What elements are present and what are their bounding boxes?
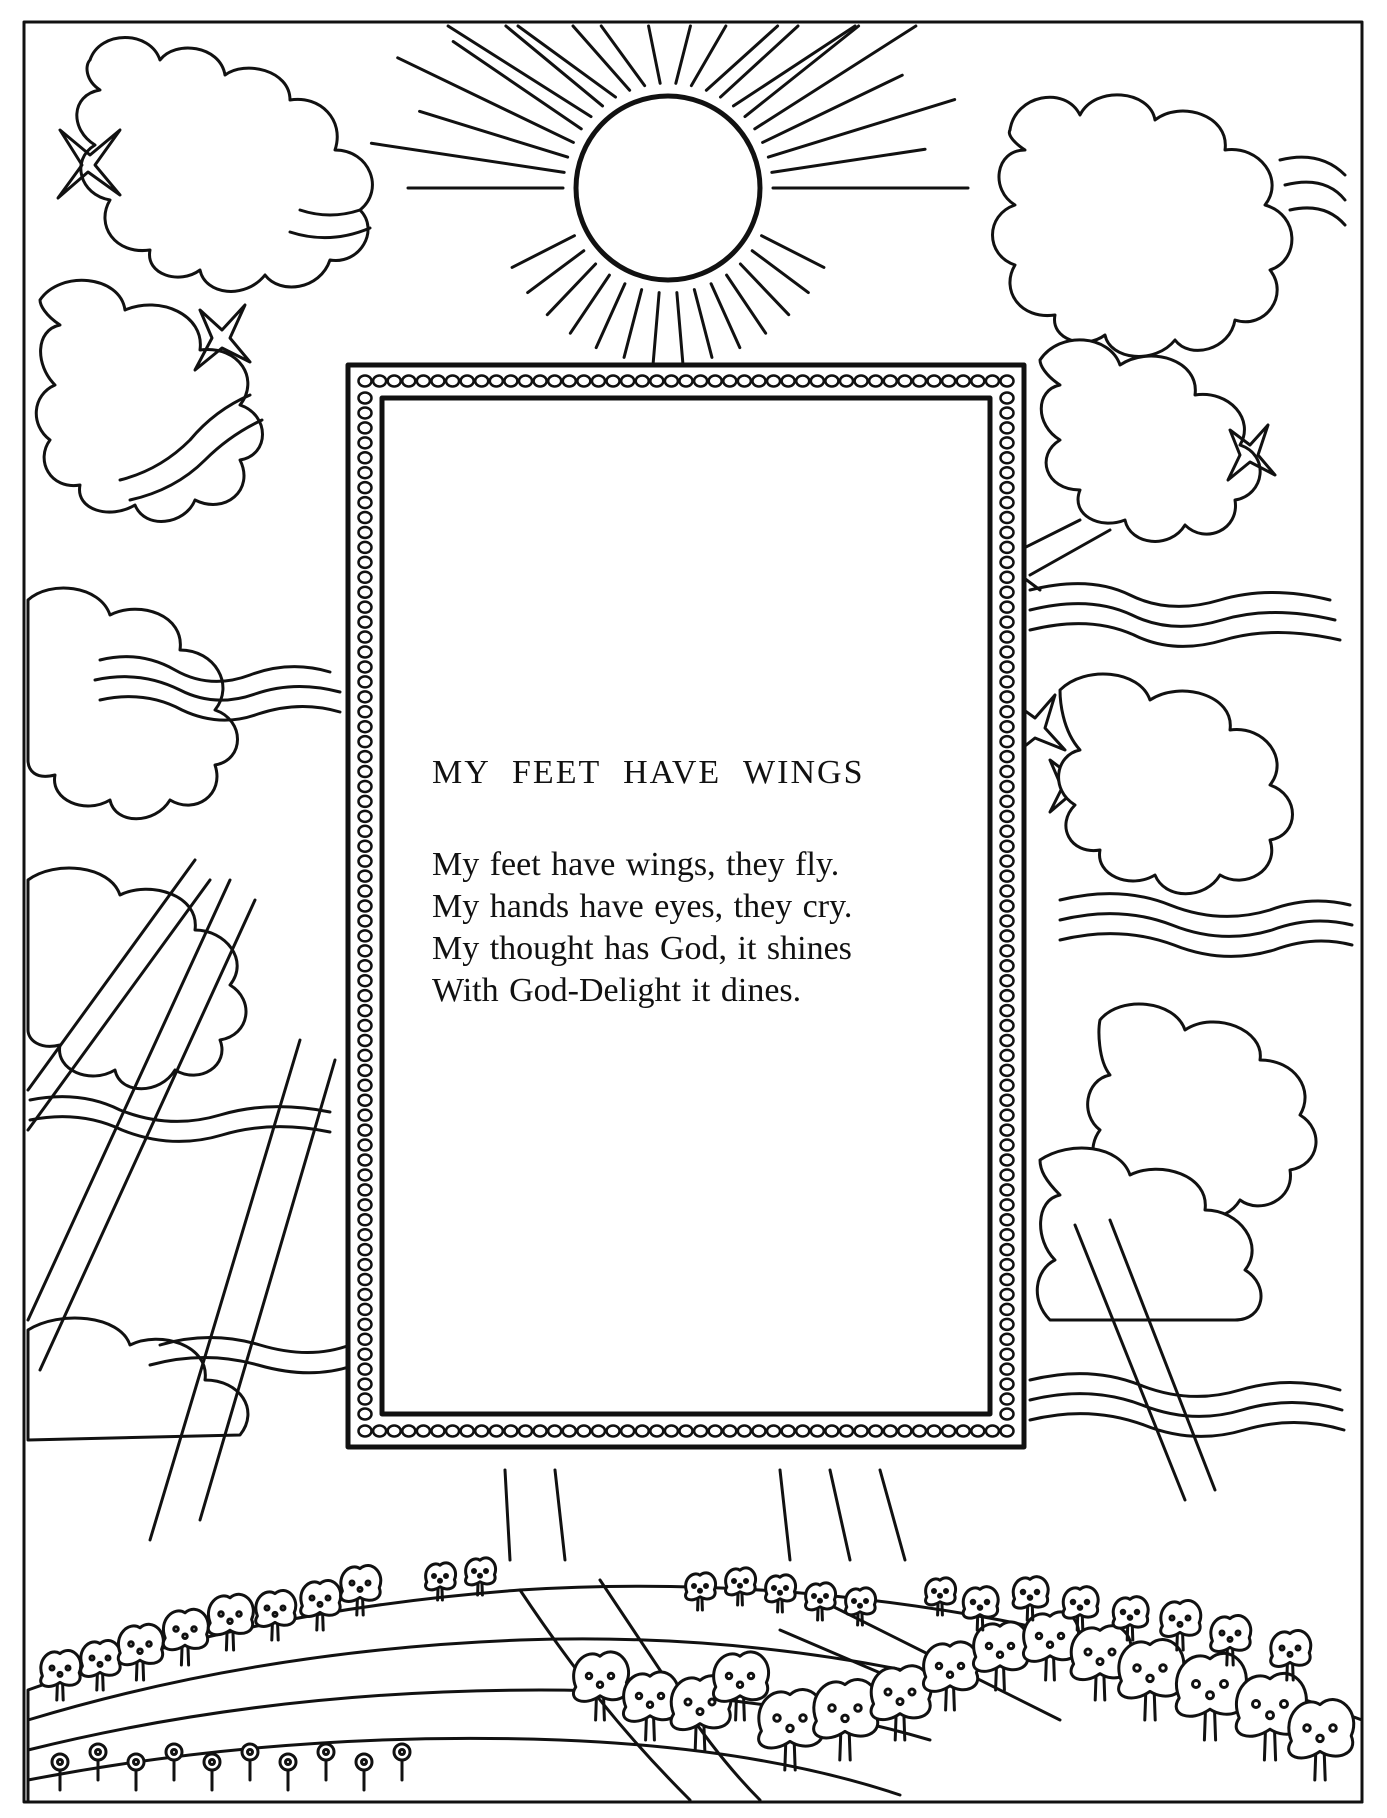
- sun: [576, 96, 760, 280]
- tree: [466, 1558, 496, 1595]
- sun-ray: [398, 58, 574, 143]
- poem-title: MY FEET HAVE WINGS: [432, 754, 865, 791]
- sun-ray: [512, 236, 574, 268]
- sun-ray: [733, 26, 855, 106]
- sun-ray: [711, 284, 740, 348]
- sun-ray: [772, 149, 925, 172]
- sun-ray: [676, 26, 691, 83]
- sun-ray: [518, 26, 616, 97]
- sun-ray: [768, 100, 954, 157]
- poem-panel: [368, 378, 1018, 1428]
- sun-ray: [706, 26, 777, 90]
- sun-ray: [762, 236, 824, 268]
- sun-ray: [448, 26, 591, 117]
- sun-ray: [694, 290, 712, 358]
- poem-line: My thought has God, it shines: [432, 930, 852, 967]
- sun-ray: [649, 26, 661, 83]
- sun-ray: [596, 284, 625, 348]
- tree: [1271, 1630, 1311, 1680]
- top-left-cloud: [77, 38, 373, 292]
- top-right-cloud: [993, 95, 1346, 357]
- sun-ray: [721, 26, 799, 97]
- sun-ray: [677, 293, 683, 363]
- poem-body: [432, 844, 852, 1012]
- sun-ray: [601, 26, 644, 86]
- poem-line: With God-Delight it dines.: [432, 972, 802, 1009]
- left-middle-clouds: [28, 588, 352, 1440]
- tree: [426, 1563, 456, 1600]
- sun-ray: [624, 290, 642, 358]
- right-middle-clouds: [1030, 584, 1352, 1437]
- poem-line: My hands have eyes, they cry.: [432, 888, 853, 925]
- sun-ray: [573, 26, 630, 90]
- poem-line: My feet have wings, they fly.: [432, 846, 840, 883]
- sun-ray: [653, 293, 659, 363]
- sun-ray: [420, 111, 568, 157]
